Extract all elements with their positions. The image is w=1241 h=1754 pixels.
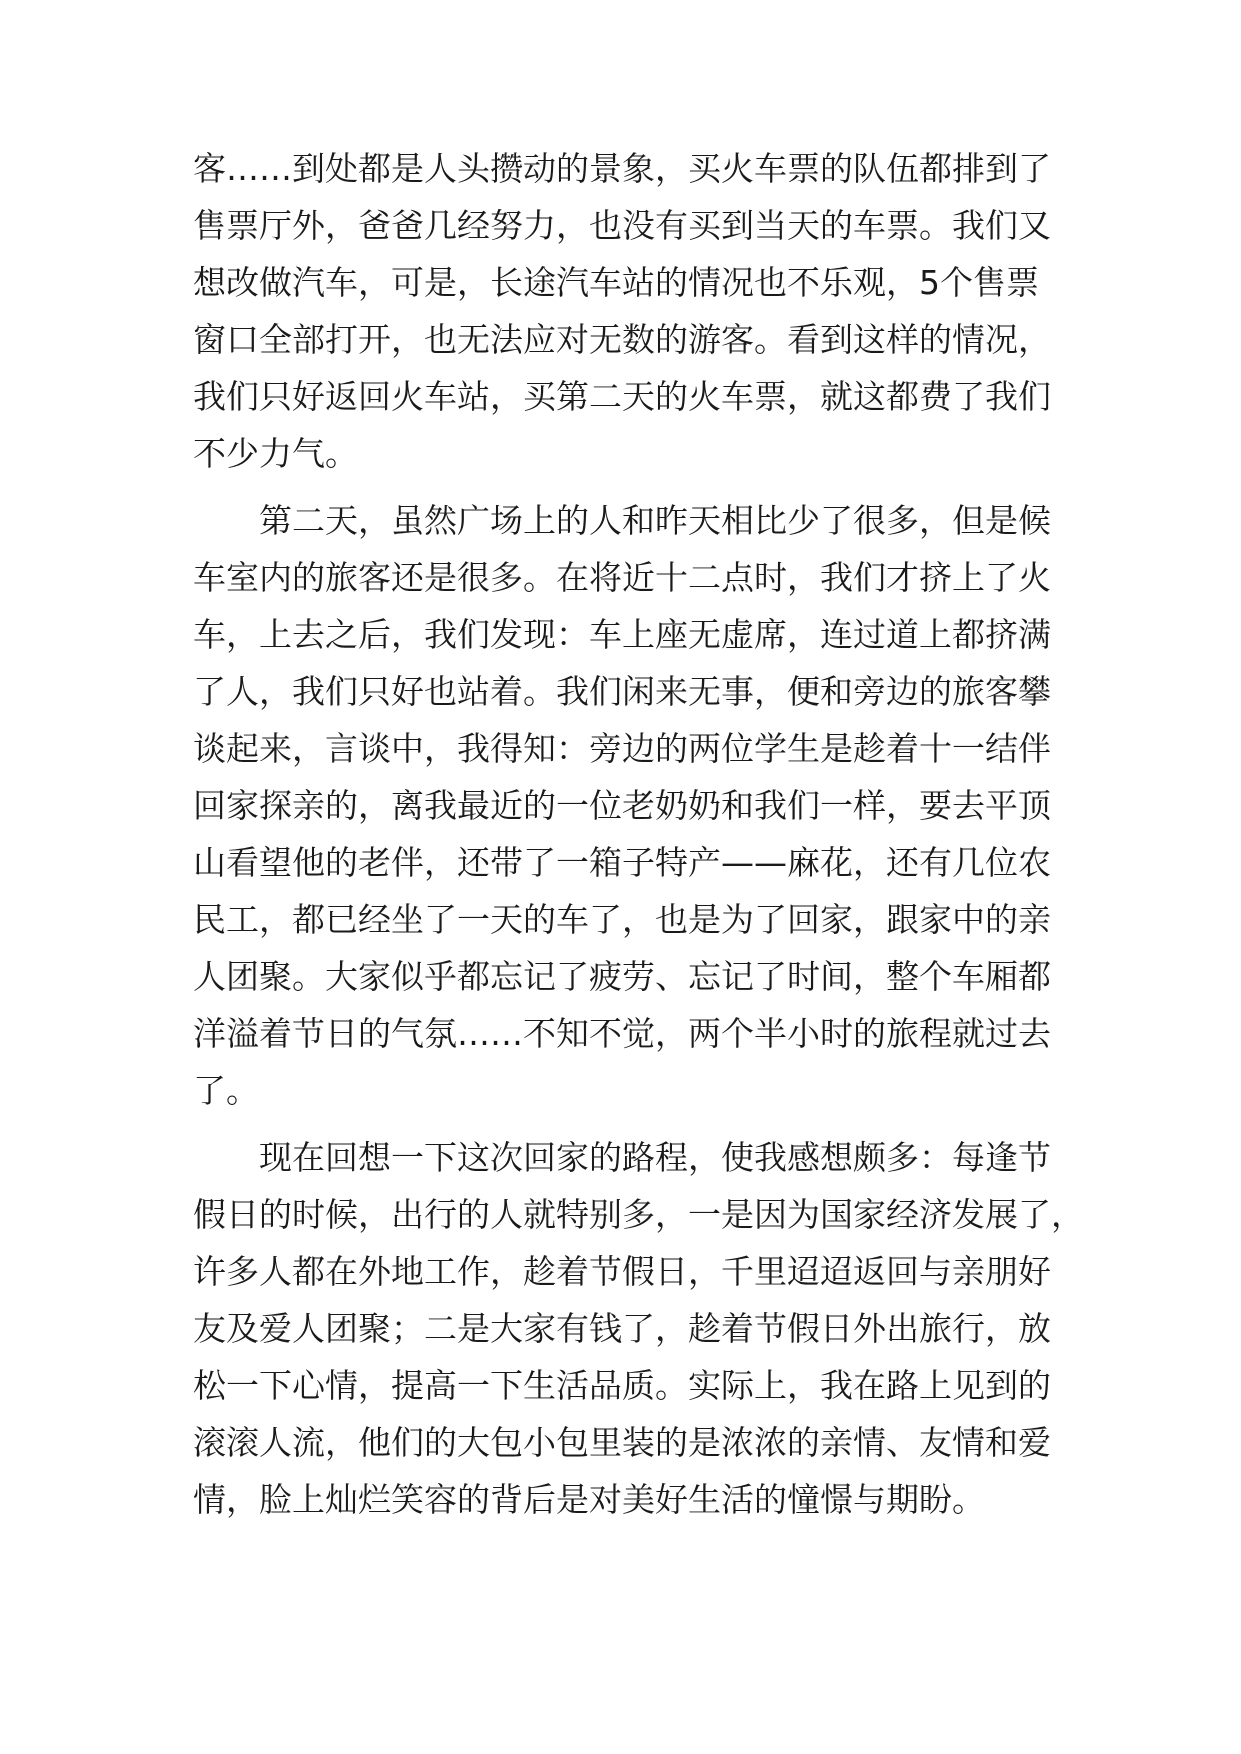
text-line-4: 窗口全部打开，也无法应对无数的游客。看到这样的情况， [193, 320, 1051, 359]
text-line-15: 人团聚。大家似乎都忘记了疲劳、忘记了时间，整个车厢都 [193, 957, 1051, 996]
text-line-11: 谈起来，言谈中，我得知：旁边的两位学生是趁着十一结伴 [193, 729, 1051, 768]
text-line-3: 想改做汽车，可是，长途汽车站的情况也不乐观，5个售票 [193, 263, 1039, 302]
text-line-18: 现在回想一下这次回家的路程，使我感想颇多：每逢节 [193, 1138, 1051, 1177]
text-line-10: 了人，我们只好也站着。我们闲来无事，便和旁边的旅客攀 [193, 672, 1051, 711]
text-line-16: 洋溢着节日的气氛……不知不觉，两个半小时的旅程就过去 [193, 1014, 1051, 1053]
text-line-5: 我们只好返回火车站，买第二天的火车票，就这都费了我们 [193, 377, 1051, 416]
text-line-22: 松一下心情，提高一下生活品质。实际上，我在路上见到的 [193, 1366, 1051, 1405]
text-line-2: 售票厅外，爸爸几经努力，也没有买到当天的车票。我们又 [193, 206, 1051, 245]
text-line-23: 滚滚人流，他们的大包小包里装的是浓浓的亲情、友情和爱 [193, 1423, 1051, 1462]
text-line-20: 许多人都在外地工作，趁着节假日，千里迢迢返回与亲朋好 [193, 1252, 1051, 1291]
text-line-19: 假日的时候，出行的人就特别多，一是因为国家经济发展了， [193, 1195, 1084, 1234]
text-line-14: 民工，都已经坐了一天的车了，也是为了回家，跟家中的亲 [193, 900, 1051, 939]
text-line-7: 第二天，虽然广场上的人和昨天相比少了很多，但是候 [193, 501, 1051, 540]
text-line-1: 客……到处都是人头攒动的景象，买火车票的队伍都排到了 [193, 149, 1051, 188]
text-line-9: 车，上去之后，我们发现：车上座无虚席，连过道上都挤满 [193, 615, 1051, 654]
text-line-13: 山看望他的老伴，还带了一箱子特产——麻花，还有几位农 [193, 843, 1051, 882]
text-line-17: 了。 [193, 1071, 259, 1110]
text-line-24: 情，脸上灿烂笑容的背后是对美好生活的憧憬与期盼。 [193, 1480, 985, 1519]
text-line-21: 友及爱人团聚；二是大家有钱了，趁着节假日外出旅行，放 [193, 1309, 1051, 1348]
text-line-6: 不少力气。 [193, 434, 358, 473]
text-line-8: 车室内的旅客还是很多。在将近十二点时，我们才挤上了火 [193, 558, 1051, 597]
text-line-12: 回家探亲的，离我最近的一位老奶奶和我们一样，要去平顶 [193, 786, 1051, 825]
